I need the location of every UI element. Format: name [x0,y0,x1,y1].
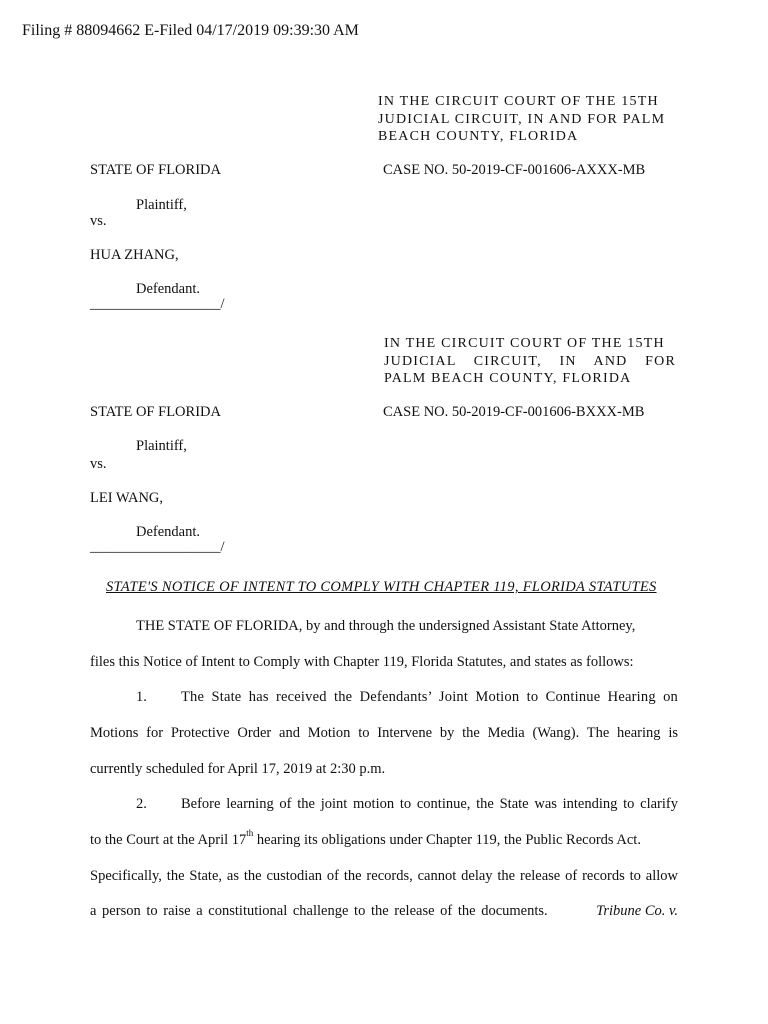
defendant-name-1: HUA ZHANG, [90,247,179,263]
court-heading-line: JUDICIAL CIRCUIT, IN AND FOR [384,353,676,369]
filing-header: Filing # 88094662 E-Filed 04/17/2019 09:39:30 AM [22,22,359,39]
intro-line-2: files this Notice of Intent to Comply with Chapter 119, Florida Statutes, and states as follows: [90,654,634,670]
paragraph-1-line: currently scheduled for April 17, 2019 at 2:30 p.m. [90,761,386,777]
paragraph-2-text: hearing its obligations under Chapter 119, the Public Records Act. [253,832,641,848]
court-heading-line: IN THE CIRCUIT COURT OF THE 15TH [384,336,665,351]
court-heading-2 [384,335,676,388]
paragraph-2-line: Specifically, the State, as the custodian of the records, cannot delay the release of records to allow [90,868,678,884]
paragraph-number-1: 1. [136,689,147,705]
defendant-role-2: Defendant. [136,524,201,540]
versus-1: vs. [90,213,107,229]
court-heading-1 [378,93,665,146]
court-heading-line: IN THE CIRCUIT COURT OF THE 15TH [378,94,659,109]
court-heading-line: JUDICIAL CIRCUIT, IN AND FOR PALM [378,111,666,127]
ordinal-suffix: th [246,828,254,839]
case-number-1: CASE NO. 50-2019-CF-001606-AXXX-MB [383,162,646,178]
court-heading-line: BEACH COUNTY, FLORIDA [378,129,579,144]
signature-line-2: __________________/ [90,539,225,555]
signature-line-1: __________________/ [90,296,225,312]
document-title: STATE'S NOTICE OF INTENT TO COMPLY WITH CHAPTER 119, FLORIDA STATUTES [106,579,657,595]
plaintiff-name-2: STATE OF FLORIDA [90,404,221,420]
court-heading-line: PALM BEACH COUNTY, FLORIDA [384,371,632,386]
plaintiff-name-1: STATE OF FLORIDA [90,162,221,178]
paragraph-2-line: Before learning of the joint motion to continue, the State was intending to clarify [181,796,678,812]
case-number-2: CASE NO. 50-2019-CF-001606-BXXX-MB [383,404,645,420]
case-citation: Tribune Co. v. [596,903,678,919]
paragraph-2-line [90,903,678,920]
paragraph-2-text: to the Court at the April 17 [90,832,247,848]
plaintiff-role-1: Plaintiff, [136,197,187,213]
paragraph-number-2: 2. [136,796,147,812]
paragraph-1-line: The State has received the Defendants’ Joint Motion to Continue Hearing on [181,689,678,705]
versus-2: vs. [90,456,107,472]
paragraph-2-line [90,828,678,849]
paragraph-1-line: Motions for Protective Order and Motion to Intervene by the Media (Wang). The hearing is [90,725,678,741]
plaintiff-role-2: Plaintiff, [136,438,187,454]
defendant-role-1: Defendant. [136,281,201,297]
intro-line-1: THE STATE OF FLORIDA, by and through the undersigned Assistant State Attorney, [136,618,636,634]
defendant-name-2: LEI WANG, [90,490,164,506]
paragraph-2-text: a person to raise a constitutional challenge to the release of the documents. [90,903,548,919]
